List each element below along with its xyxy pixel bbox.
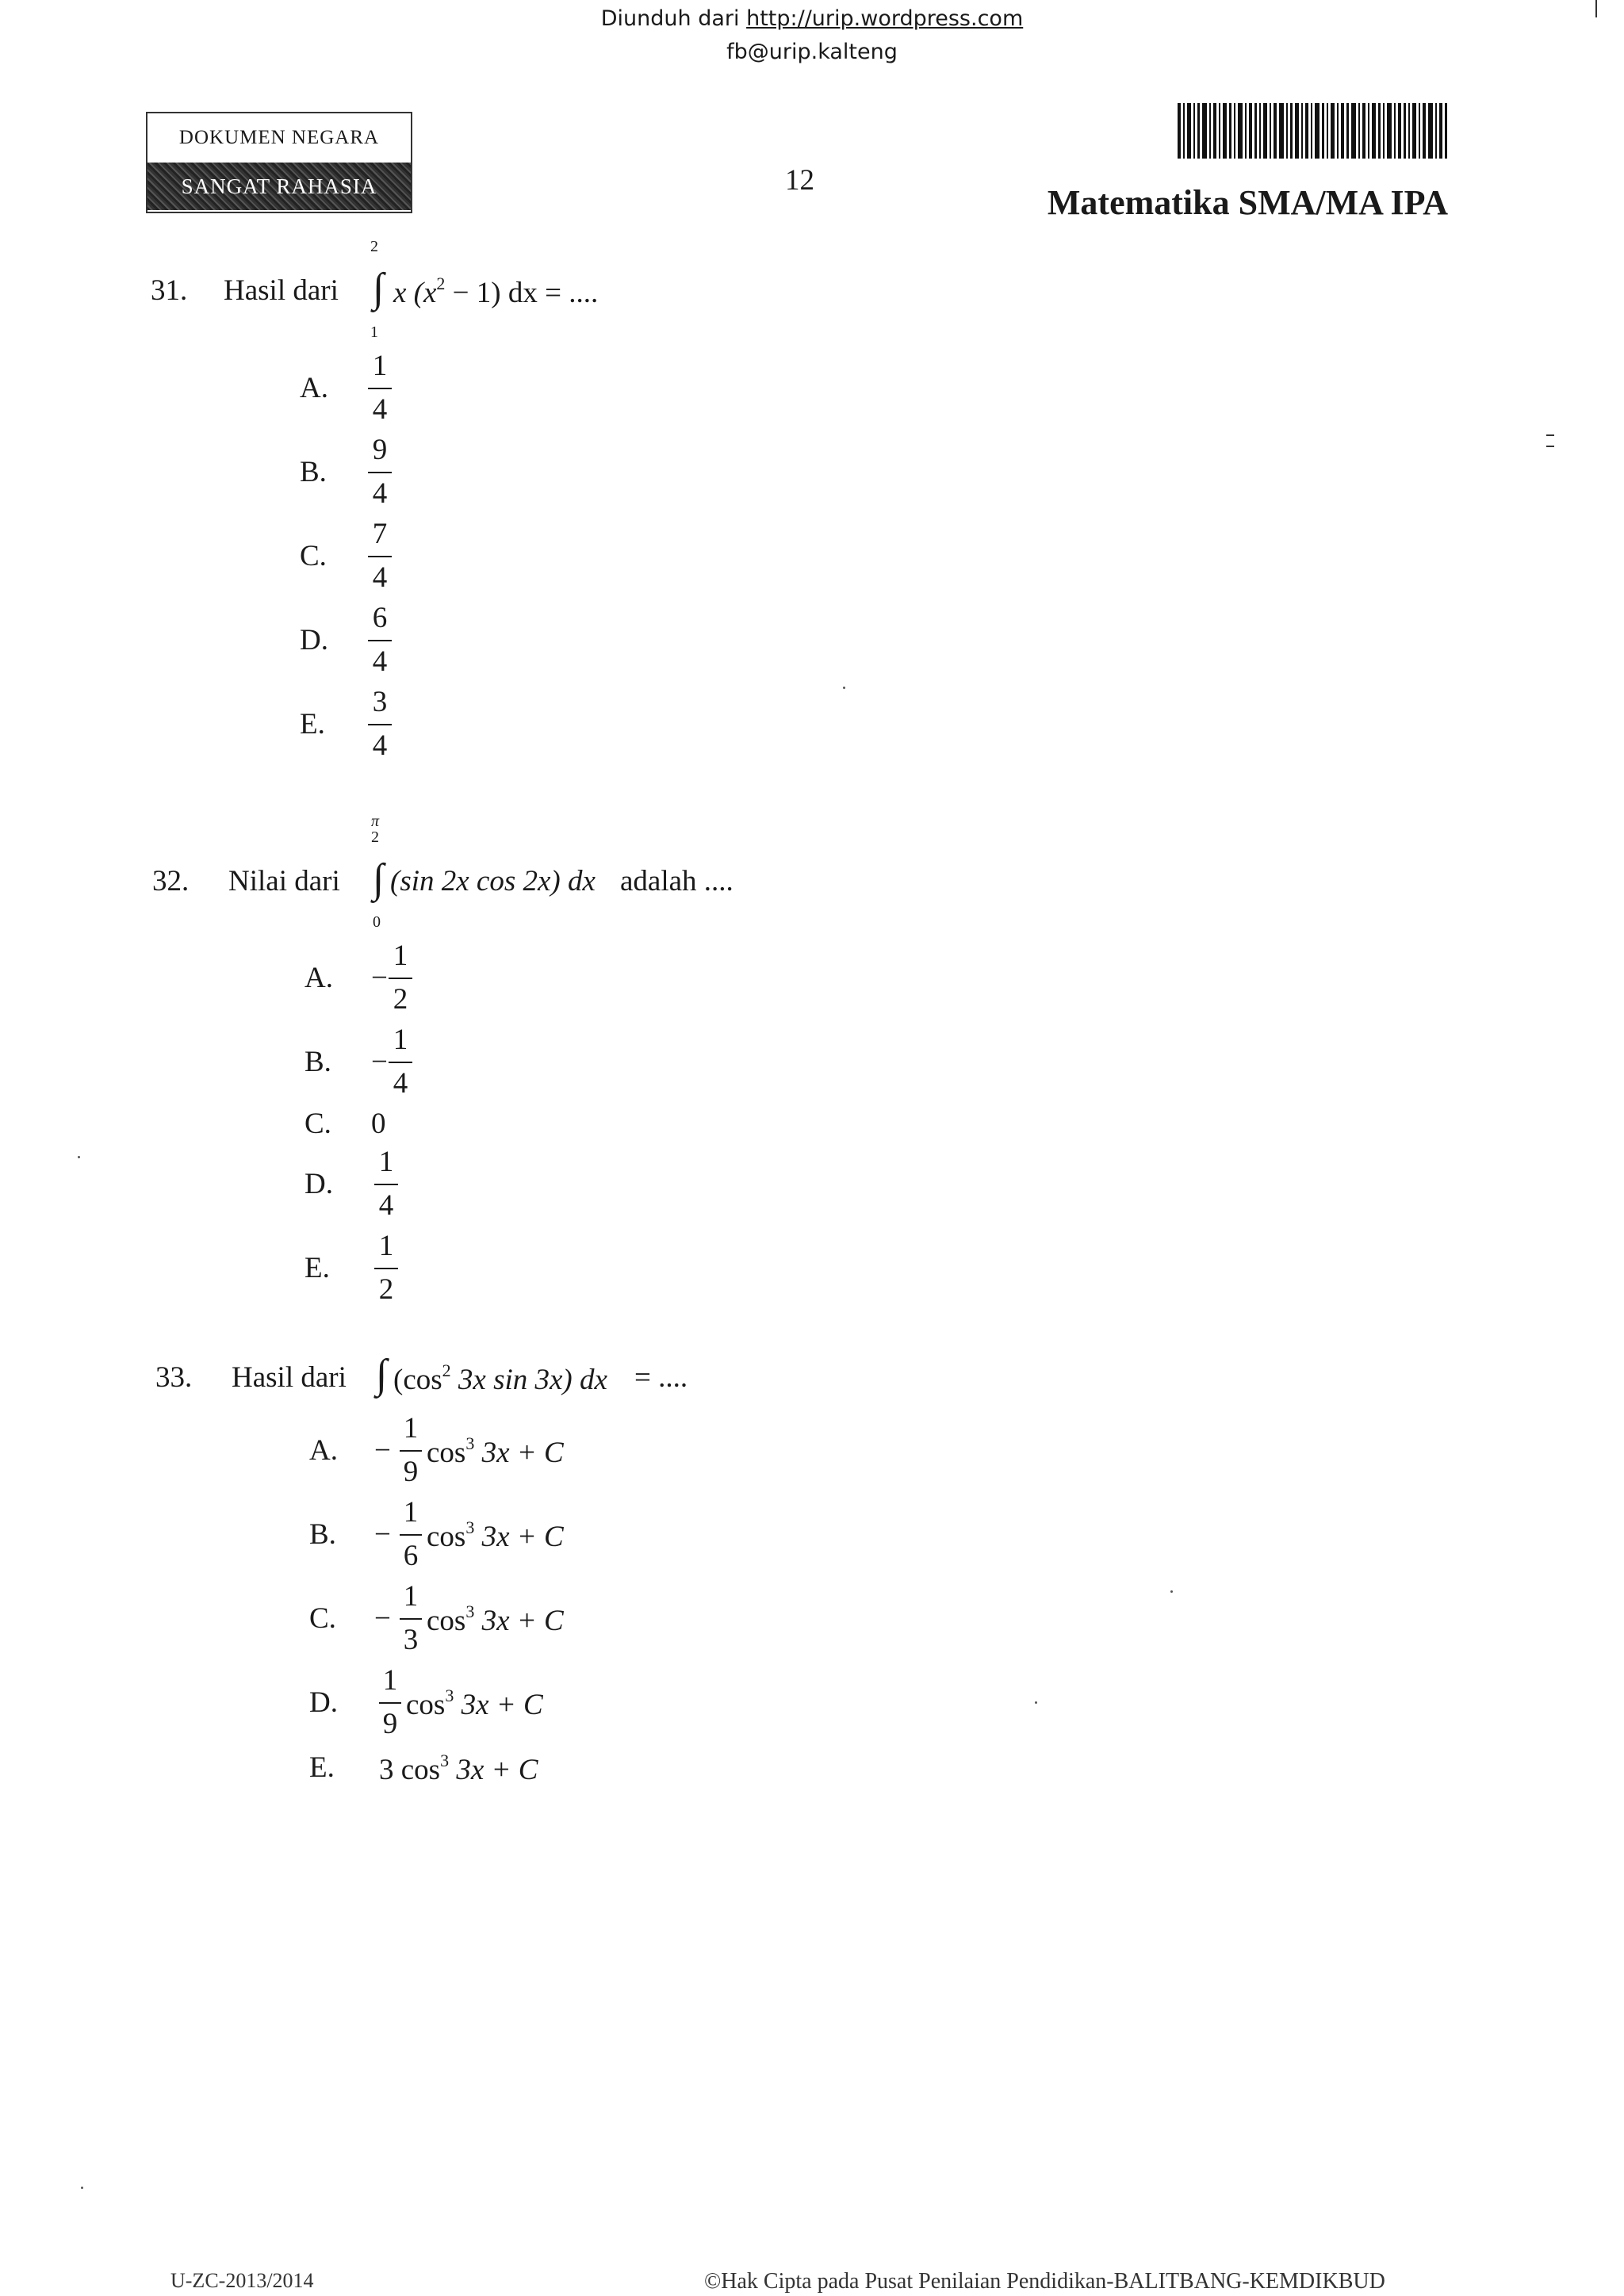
scan-speck [1035,1701,1037,1704]
option-fraction: 1 2 [389,939,412,1016]
scan-mark [1546,434,1554,436]
option-fraction: 1 4 [368,349,392,427]
document-stamp [146,112,412,213]
scan-mark [1546,446,1554,447]
question-expression: (sin 2x cos 2x) dx [390,865,596,897]
integral-sign-icon: ∫ [373,266,385,311]
option-fraction: 1 2 [374,1229,398,1307]
option-fraction: 1 9 [379,1663,401,1741]
integral-sign-icon: ∫ [373,856,385,901]
footer-code: U-ZC-2013/2014 [170,2269,314,2292]
question-tail: = .... [634,1361,688,1394]
option-fraction: 6 4 [368,601,392,679]
scan-mark [1595,0,1597,17]
option-fraction: 3 4 [368,685,392,763]
question-prompt: Hasil dari [224,274,339,307]
footer-copyright: ©Hak Cipta pada Pusat Penilaian Pendidikan-BALITBANG-KEMDIKBUD [704,2269,1385,2294]
option-fraction: 1 4 [374,1145,398,1223]
source-prefix: Diunduh dari [600,6,747,31]
source-line-2: fb@urip.kalteng [726,40,898,64]
scan-speck [1170,1590,1173,1593]
barcode-icon [1178,103,1447,159]
integral-upper-limit: π 2 [371,813,380,846]
question-prompt: Hasil dari [232,1361,347,1394]
option-fraction: 1 4 [389,1023,412,1100]
stamp-top-text: DOKUMEN NEGARA [178,127,380,148]
scan-speck [81,2187,83,2189]
question-expression: x $(x^2 - 1)$ dx = .... [393,274,599,309]
integral-lower-limit: 0 [373,913,381,931]
source-line-1 [0,6,1624,31]
page-number: 12 [785,164,814,197]
source-link[interactable]: http://urip.wordpress.com [746,6,1024,31]
option-fraction: 7 4 [368,517,392,595]
integral-sign-icon: ∫ [376,1352,388,1397]
scan-speck [78,1156,80,1158]
option-fraction: 1 9 [400,1411,422,1489]
question-number: 32. [152,865,190,897]
subject-title: Matematika SMA/MA IPA [1047,183,1448,222]
question-tail: adalah .... [620,865,733,897]
option-fraction: 1 6 [400,1495,422,1573]
option-fraction: 9 4 [368,433,392,511]
stamp-bottom-text: SANGAT RAHASIA [147,163,411,210]
question-prompt: Nilai dari [228,865,340,897]
option-fraction: 1 3 [400,1579,422,1657]
integral-upper-limit: 2 [370,238,378,255]
scan-speck [843,687,845,689]
question-number: 33. [155,1361,193,1394]
question-number: 31. [151,274,188,307]
question-expression: ($\cos^2$ 3x sin 3x) dx [393,1360,607,1396]
integral-lower-limit: 1 [370,323,378,341]
